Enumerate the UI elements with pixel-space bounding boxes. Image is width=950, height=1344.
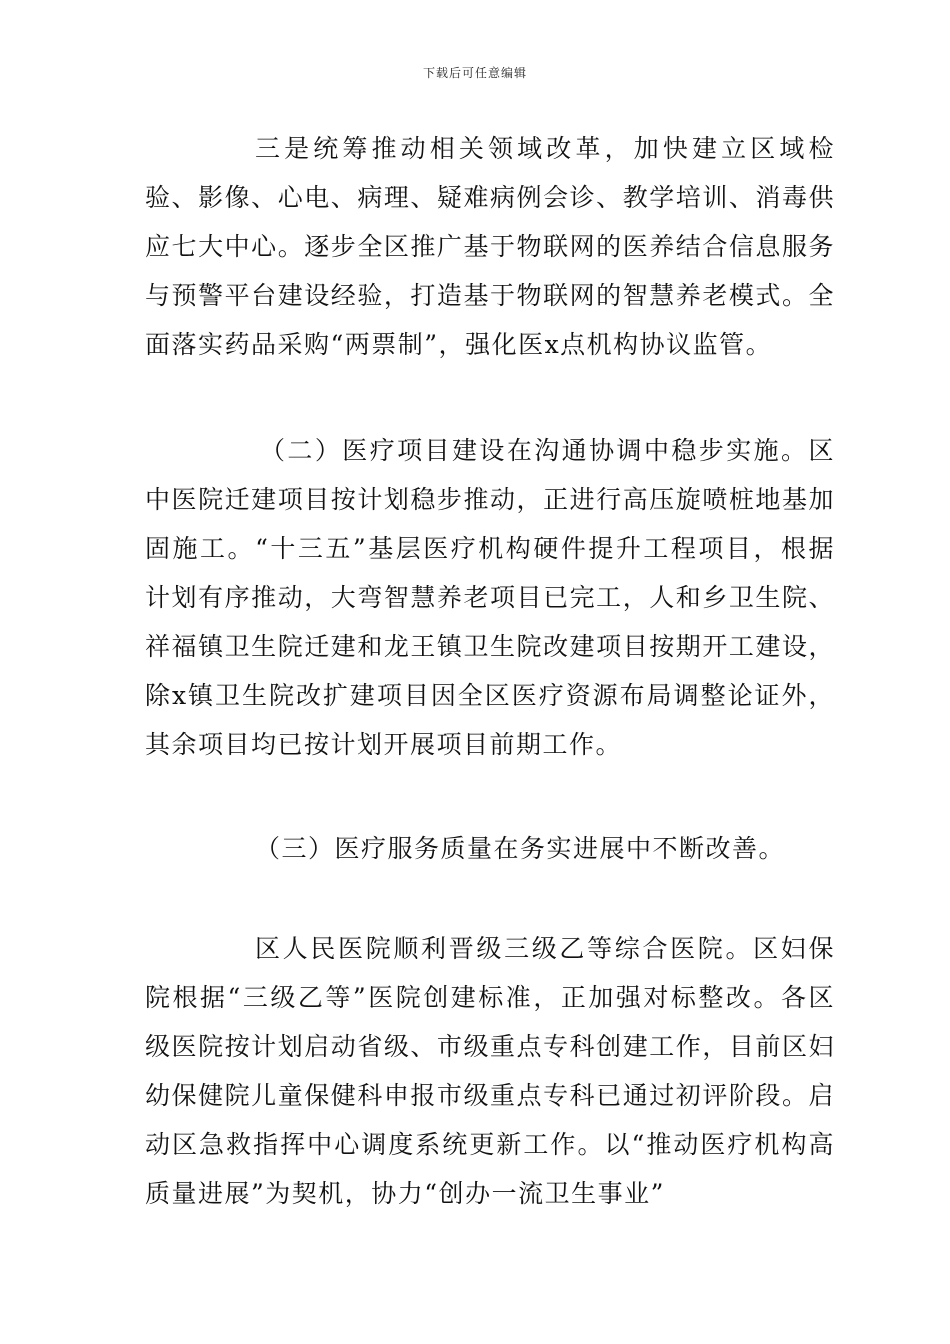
page-header: 下载后可任意编辑 <box>422 66 527 80</box>
paragraph-reform: 三是统筹推动相关领域改革，加快建立区域检验、影像、心电、病理、疑难病例会诊、教学培训、消毒供应七大中心。逐步全区推广基于物联网的医养结合信息服务与预警平台建设经验，打造基于物联网的智慧养老模式。全面落实药品采购“两票制”，强化医x点机构协议监管。 <box>145 134 835 359</box>
paragraph-projects: （二）医疗项目建设在沟通协调中稳步实施。区中医院迁建项目按计划稳步推动，正进行高压旋喷桩地基加固施工。“十三五”基层医疗机构硬件提升工程项目，根据计划有序推动，大弯智慧养老项目已完工，人和乡卫生院、祥福镇卫生院迁建和龙王镇卫生院改建项目按期开工建设，除x镇卫生院改扩建项目因全区医疗资源布局调整论证外，其余项目均已按计划开展项目前期工作。 <box>145 436 835 759</box>
paragraph-quality-heading: （三）医疗服务质量在务实进展中不断改善。 <box>255 834 786 863</box>
paragraph-hospitals: 区人民医院顺利晋级三级乙等综合医院。区妇保院根据“三级乙等”医院创建标准，正加强对标整改。各区级医院按计划启动省级、市级重点专科创建工作，目前区妇幼保健院儿童保健科申报市级重点专科已通过初评阶段。启动区急救指挥中心调度系统更新工作。以“推动医疗机构高质量进展”为契机，协力“创办一流卫生事业” <box>145 934 835 1208</box>
